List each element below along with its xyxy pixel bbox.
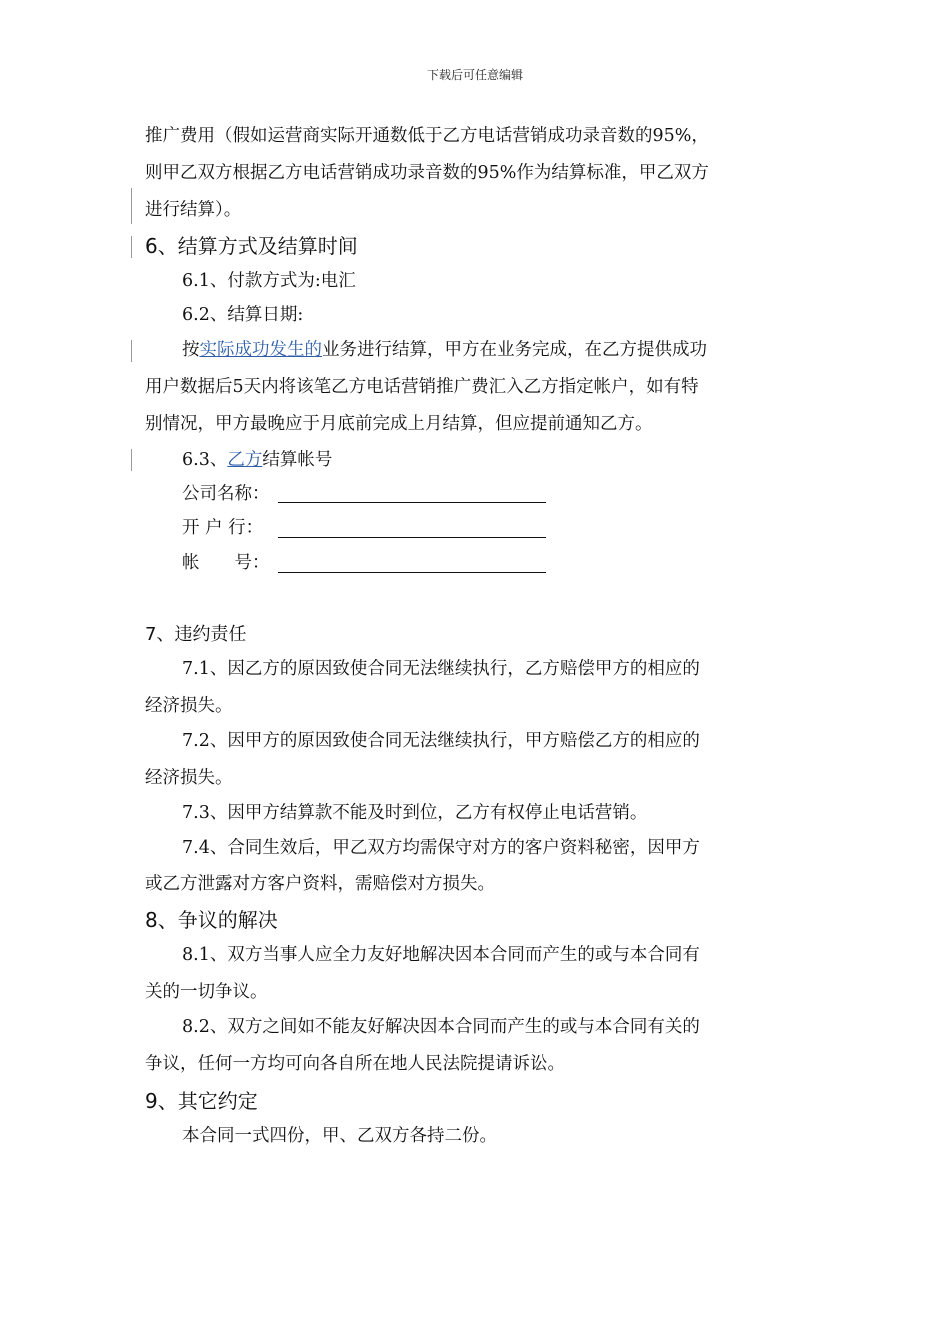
item-7-3: 7.3、因甲方结算款不能及时到位，乙方有权停止电话营销。 [182, 803, 648, 823]
item-6-2: 6.2、结算日期: [182, 305, 304, 325]
item-7-2-line-2: 经济损失。 [145, 768, 233, 788]
section-6-heading: 6、结算方式及结算时间 [145, 234, 358, 258]
bank-field[interactable] [278, 537, 546, 538]
settlement-rest: 业务进行结算，甲方在业务完成，在乙方提供成功 [322, 340, 707, 360]
item-8-2-line-1: 8.2、双方之间如不能友好解决因本合同而产生的或与本合同有关的 [182, 1017, 700, 1037]
company-name-field[interactable] [278, 502, 546, 503]
settlement-paragraph-line-1 [182, 342, 707, 360]
section-7-heading: 7、违约责任 [145, 624, 247, 645]
settlement-paragraph-line-2: 用户数据后5天内将该笔乙方电话营销推广费汇入乙方指定帐户，如有特 [145, 377, 699, 397]
settlement-paragraph-line-3: 别情况，甲方最晚应于月底前完成上月结算，但应提前通知乙方。 [145, 414, 653, 434]
paragraph-line: 进行结算）。 [145, 200, 242, 220]
item-7-1-line-2: 经济损失。 [145, 696, 233, 716]
settlement-prefix: 按 [182, 340, 200, 360]
revision-bar [131, 188, 132, 224]
bank-label: 开 户 行： [182, 518, 264, 538]
item-6-1: 6.1、付款方式为:电汇 [182, 271, 356, 291]
item-6-3-rest: 结算帐号 [262, 450, 333, 470]
item-7-1-line-1: 7.1、因乙方的原因致使合同无法继续执行，乙方赔偿甲方的相应的 [182, 659, 700, 679]
company-name-label: 公司名称： [182, 484, 270, 504]
item-8-1-line-2: 关的一切争议。 [145, 982, 268, 1002]
account-field[interactable] [278, 572, 546, 573]
item-7-4-line-2: 或乙方泄露对方客户资料，需赔偿对方损失。 [145, 874, 495, 894]
section-9-heading: 9、其它约定 [145, 1089, 258, 1113]
paragraph-line: 则甲乙双方根据乙方电话营销成功录音数的95%作为结算标准，甲乙双方 [145, 163, 709, 183]
actual-success-link[interactable]: 实际成功发生的 [199, 340, 322, 360]
page-header-note: 下载后可任意编辑 [426, 68, 523, 82]
revision-bar [131, 449, 132, 471]
revision-bar [131, 340, 132, 362]
item-8-1-line-1: 8.1、双方当事人应全力友好地解决因本合同而产生的或与本合同有 [182, 945, 700, 965]
item-7-2-line-1: 7.2、因甲方的原因致使合同无法继续执行，甲方赔偿乙方的相应的 [182, 731, 700, 751]
section-8-heading: 8、争议的解决 [145, 908, 278, 932]
item-6-3-prefix: 6.3、 [182, 450, 228, 470]
item-9-1: 本合同一式四份，甲、乙双方各持二份。 [182, 1126, 497, 1146]
party-b-link[interactable]: 乙方 [227, 450, 263, 470]
item-7-4-line-1: 7.4、合同生效后，甲乙双方均需保守对方的客户资料秘密，因甲方 [182, 838, 700, 858]
item-6-3 [182, 452, 332, 470]
paragraph-line: 推广费用（假如运营商实际开通数低于乙方电话营销成功录音数的95%， [145, 126, 709, 146]
item-8-2-line-2: 争议，任何一方均可向各自所在地人民法院提请诉讼。 [145, 1054, 565, 1074]
revision-bar [131, 236, 132, 258]
account-label: 帐 号： [182, 553, 270, 573]
